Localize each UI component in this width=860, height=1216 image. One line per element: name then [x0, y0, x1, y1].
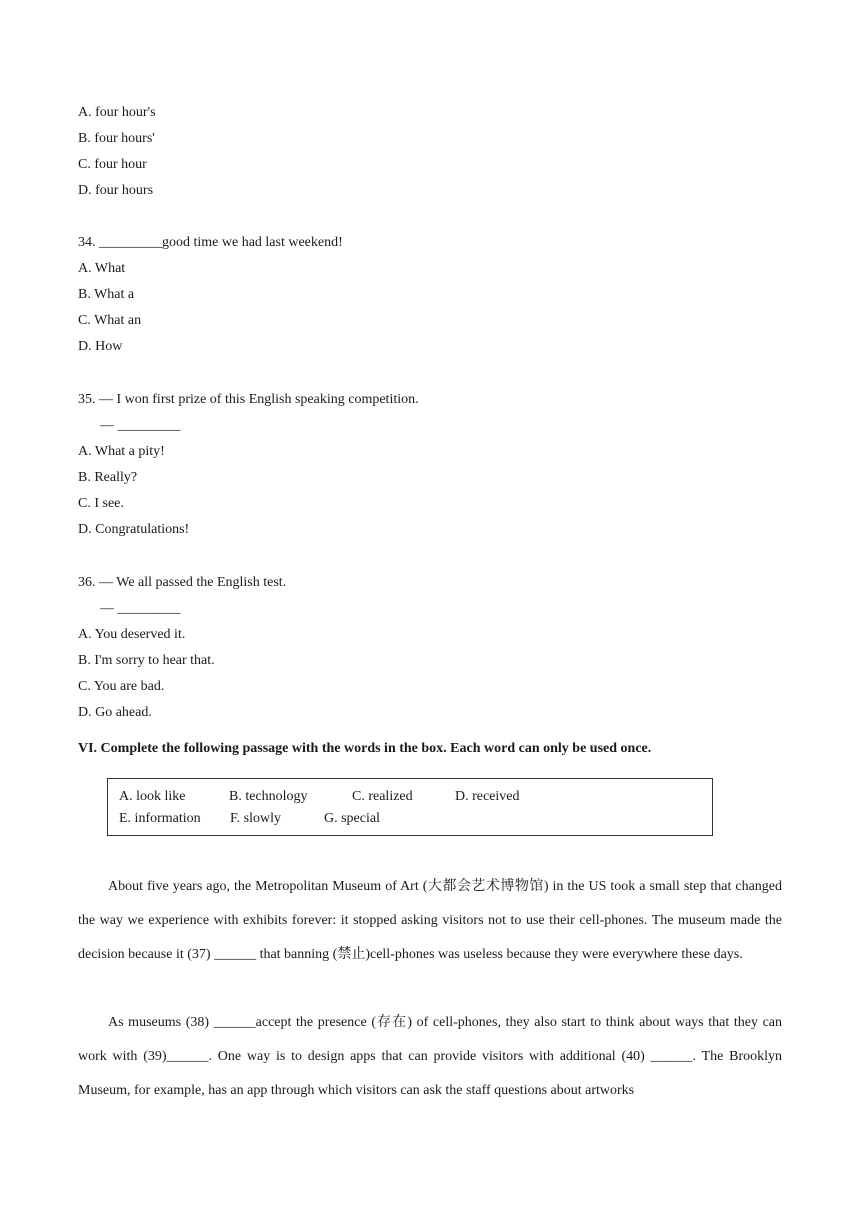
section-heading: VI. Complete the following passage with the words in the box. Each word can only be used once. [78, 741, 652, 756]
q36-option-d: D. Go ahead. [78, 705, 152, 720]
q36-question: 36. — We all passed the English test. [78, 575, 287, 590]
q36-reply-blank: — _________ [100, 601, 181, 616]
q34-option-b: B. What a [78, 287, 135, 302]
q36-option-b: B. I'm sorry to hear that. [78, 653, 215, 668]
q36-option-c: C. You are bad. [78, 679, 165, 694]
q34-question: 34. _________good time we had last weekend! [78, 235, 343, 250]
word-option-f: F. slowly [230, 811, 282, 826]
word-option-d: D. received [455, 789, 520, 804]
q33-option-b: B. four hours' [78, 131, 155, 146]
word-option-g: G. special [324, 811, 380, 826]
passage-paragraph-1-text: About five years ago, the Metropolitan Museum of Art (大都会艺术博物馆) in the US took a small step that changed the way we experience with exhibits forever: it stopped asking visitors not to use their cell-phones. The museum made the decision because it (37) ______ that banning (禁止)cell-phones was useless because they were everywhere these days. [78, 879, 782, 962]
q35-reply-blank: — _________ [100, 418, 181, 433]
passage-paragraph-1 [78, 870, 782, 972]
word-option-b: B. technology [229, 789, 308, 804]
q33-option-c: C. four hour [78, 157, 147, 172]
q34-option-d: D. How [78, 339, 123, 354]
word-box [107, 778, 713, 836]
q34-option-c: C. What an [78, 313, 142, 328]
q35-option-c: C. I see. [78, 496, 124, 511]
q36-option-a: A. You deserved it. [78, 627, 186, 642]
passage-paragraph-2-text: As museums (38) ______accept the presence (存在) of cell-phones, they also start to think about ways that they can work with (39)______. One way is to design apps that can provide visitors with additional (40) ______. The Brooklyn Museum, for example, has an app through which visitors can ask the staff questions about artworks [78, 1015, 782, 1098]
q35-option-a: A. What a pity! [78, 444, 165, 459]
q35-option-d: D. Congratulations! [78, 522, 190, 537]
q35-option-b: B. Really? [78, 470, 138, 485]
passage-paragraph-2 [78, 1006, 782, 1108]
q33-option-d: D. four hours [78, 183, 154, 198]
q34-option-a: A. What [78, 261, 126, 276]
word-option-c: C. realized [352, 789, 413, 804]
word-option-e: E. information [119, 811, 201, 826]
q35-question: 35. — I won first prize of this English speaking competition. [78, 392, 419, 407]
q33-option-a: A. four hour's [78, 105, 156, 120]
word-option-a: A. look like [119, 789, 186, 804]
